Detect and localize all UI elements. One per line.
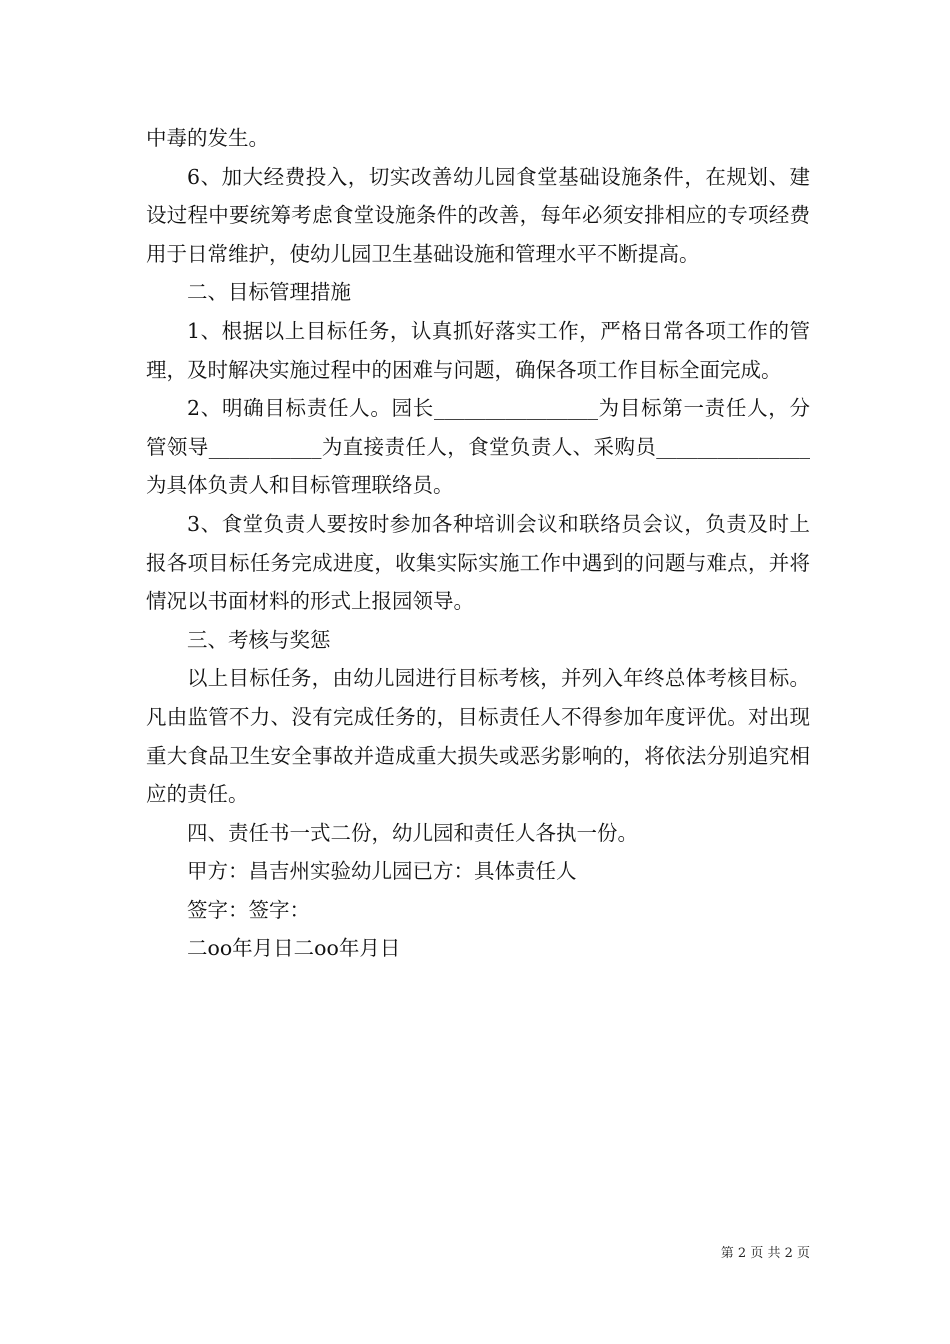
date-line: 二oo年月日二oo年月日 xyxy=(187,936,401,961)
paragraph-5: 3、食堂负责人要按时参加各种培训会议和联络员会议，负责及时上报各项目标任务完成进度，收集实际实施工作中遇到的问题与难点，并将情况以书面材料的形式上报园领导。 xyxy=(146,511,810,614)
section-heading-2: 二、目标管理措施 xyxy=(187,280,351,305)
paragraph-3: 1、根据以上目标任务，认真抓好落实工作，严格日常各项工作的管理，及时解决实施过程中的困难与问题，确保各项工作目标全面完成。 xyxy=(146,318,810,382)
paragraph-2: 6、加大经费投入，切实改善幼儿园食堂基础设施条件，在规划、建设过程中要统筹考虑食堂设施条件的改善，每年必须安排相应的专项经费用于日常维护，使幼儿园卫生基础设施和管理水平不断提高。 xyxy=(146,164,810,266)
document-body xyxy=(146,119,810,968)
party-line: 甲方：昌吉州实验幼儿园已方：具体责任人 xyxy=(187,859,577,884)
page-number: 第 2 页 共 2 页 xyxy=(720,1246,810,1261)
paragraph-1: 中毒的发生。 xyxy=(146,126,269,150)
paragraph-4: 2、明确目标责任人。园长________________为目标第一责任人，分管领导___________为直接责任人，食堂负责人、采购员_______________为具体负责人和目标管理联络员。 xyxy=(146,396,810,498)
paragraph-7: 四、责任书一式二份，幼儿园和责任人各执一份。 xyxy=(187,820,638,845)
paragraph-6: 以上目标任务，由幼儿园进行目标考核，并列入年终总体考核目标。凡由监管不力、没有完成任务的，目标责任人不得参加年度评优。对出现重大食品卫生安全事故并造成重大损失或恶劣影响的，将依法分别追究相应的责任。 xyxy=(146,666,810,807)
section-heading-3: 三、考核与奖惩 xyxy=(187,627,331,652)
signature-line: 签字：签字： xyxy=(187,897,310,922)
